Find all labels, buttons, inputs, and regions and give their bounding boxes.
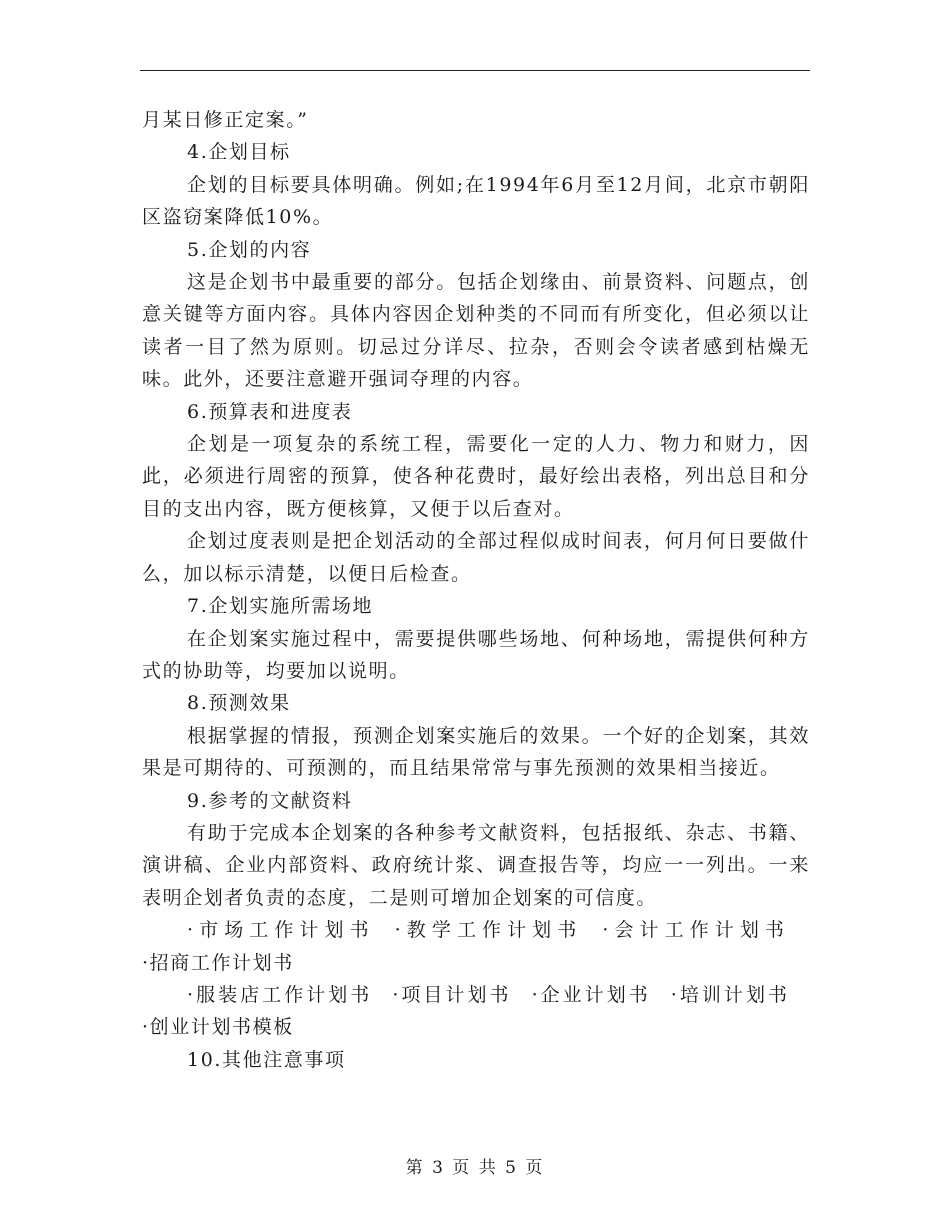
body-paragraph: 企划过度表则是把企划活动的全部过程似成时间表，何月何日要做什么，加以标示清楚，以便日后检查。 — [142, 530, 810, 585]
section-heading: 10.其他注意事项 — [187, 1048, 346, 1071]
body-paragraph: 企划是一项复杂的系统工程，需要化一定的人力、物力和财力，因此，必须进行周密的预算，使各种花费时，最好绘出表格，列出总目和分目的支出内容，既方便核算，又便于以后查对。 — [142, 433, 810, 520]
related-links-row — [142, 914, 810, 979]
related-link[interactable]: ·招商工作计划书 — [142, 951, 294, 974]
related-link[interactable]: ·教学工作计划书 — [394, 919, 583, 942]
body-paragraph: 月某日修正定案。” — [142, 109, 309, 131]
body-paragraph: 企划的目标要具体明确。例如;在1994年6月至12月间，北京市朝阳区盗窃案降低10%。 — [142, 173, 810, 229]
related-link[interactable]: ·企业计划书 — [531, 983, 651, 1006]
header-rule — [140, 70, 810, 71]
body-paragraph: 这是企划书中最重要的部分。包括企划缘由、前景资料、问题点，创意关键等方面内容。具体内容因企划种类的不同而有所变化，但必须以让读者一目了然为原则。切忌过分详尽、拉杂，否则会令读者感到枯燥无味。此外，还要注意避开强词夺理的内容。 — [142, 271, 810, 391]
related-link[interactable]: ·市场工作计划书 — [187, 919, 375, 942]
section-heading: 6.预算表和进度表 — [187, 400, 353, 423]
body-paragraph: 在企划案实施过程中，需要提供哪些场地、何种场地，需提供何种方式的协助等，均要加以说明。 — [142, 627, 810, 682]
related-link[interactable]: ·培训计划书 — [670, 983, 791, 1006]
section-heading: 5.企划的内容 — [187, 238, 312, 261]
related-links-row — [142, 979, 810, 1044]
section-heading: 7.企划实施所需场地 — [187, 595, 374, 618]
related-link[interactable]: ·创业计划书模板 — [142, 1016, 294, 1039]
related-link[interactable]: ·项目计划书 — [392, 983, 512, 1006]
page-number: 第 3 页 共 5 页 — [405, 1158, 545, 1178]
related-link[interactable]: ·会计工作计划书 — [602, 919, 791, 942]
body-paragraph: 有助于完成本企划案的各种参考文献资料，包括报纸、杂志、书籍、演讲稿、企业内部资料、政府统计浆、调查报告等，均应一一列出。一来表明企划者负责的态度，二是则可增加企划案的可信度。 — [142, 821, 810, 909]
document-body — [142, 104, 810, 1076]
section-heading: 9.参考的文献资料 — [187, 789, 353, 812]
related-link[interactable]: ·服装店工作计划书 — [187, 983, 373, 1006]
section-heading: 8.预测效果 — [187, 692, 291, 715]
body-paragraph: 根据掌握的情报，预测企划案实施后的效果。一个好的企划案，其效果是可期待的、可预测的，而且结果常常与事先预测的效果相当接近。 — [142, 724, 810, 780]
paragraph-list — [142, 104, 810, 914]
section-heading: 4.企划目标 — [187, 141, 291, 164]
